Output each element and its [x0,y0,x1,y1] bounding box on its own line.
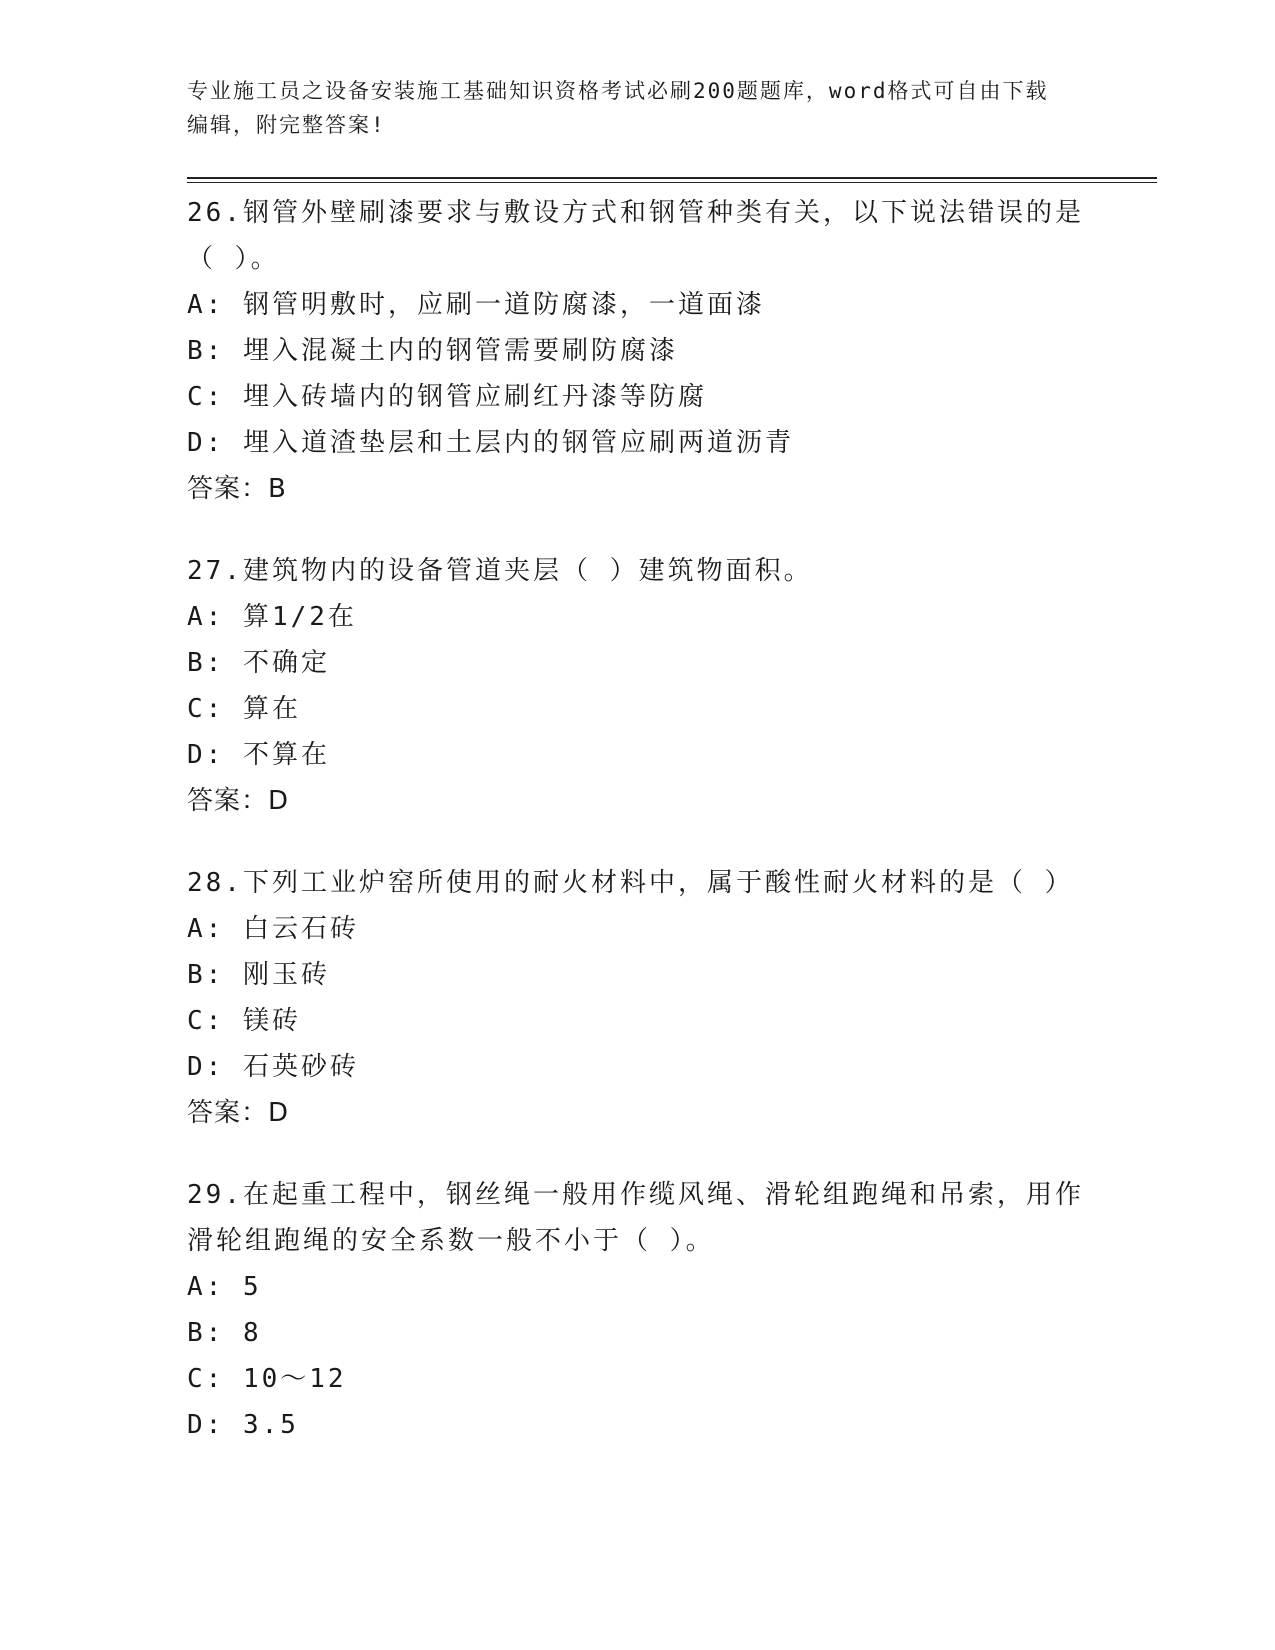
option-b: B: 不确定 [187,648,330,678]
question-stem: 26.钢管外壁刷漆要求与敷设方式和钢管种类有关，以下说法错误的是（ ）。 [187,198,1084,274]
question-28 [187,860,1087,1136]
header-divider-bottom [187,182,1157,183]
option-c: C: 10～12 [187,1364,347,1394]
option-a: A: 5 [187,1272,262,1302]
question-stem: 28.下列工业炉窑所使用的耐火材料中，属于酸性耐火材料的是（ ） [187,868,1074,898]
option-d: D: 不算在 [187,740,330,770]
header-divider-top [187,177,1157,179]
document-header: 专业施工员之设备安装施工基础知识资格考试必刷200题题库，word格式可自由下载编辑，附完整答案! [187,79,1049,137]
answer-line: 答案：D [187,786,290,816]
question-stem: 27.建筑物内的设备管道夹层（ ）建筑物面积。 [187,556,813,586]
answer-line: 答案：B [187,474,287,504]
question-list [187,190,1087,1484]
option-a: A: 白云石砖 [187,914,359,944]
option-d: D: 石英砂砖 [187,1052,359,1082]
option-b: B: 埋入混凝土内的钢管需要刷防腐漆 [187,336,678,366]
option-c: C: 镁砖 [187,1006,301,1036]
option-a: A: 算1/2在 [187,602,357,632]
question-26 [187,190,1087,512]
option-a: A: 钢管明敷时，应刷一道防腐漆，一道面漆 [187,290,765,320]
question-27 [187,548,1087,824]
question-stem: 29.在起重工程中，钢丝绳一般用作缆风绳、滑轮组跑绳和吊索，用作滑轮组跑绳的安全系数一般不小于（ ）。 [187,1180,1084,1256]
option-c: C: 算在 [187,694,301,724]
question-29 [187,1172,1087,1448]
option-d: D: 埋入道渣垫层和土层内的钢管应刷两道沥青 [187,428,794,458]
option-c: C: 埋入砖墙内的钢管应刷红丹漆等防腐 [187,382,707,412]
option-b: B: 刚玉砖 [187,960,330,990]
option-d: D: 3.5 [187,1410,299,1440]
answer-line: 答案：D [187,1098,290,1128]
option-b: B: 8 [187,1318,262,1348]
